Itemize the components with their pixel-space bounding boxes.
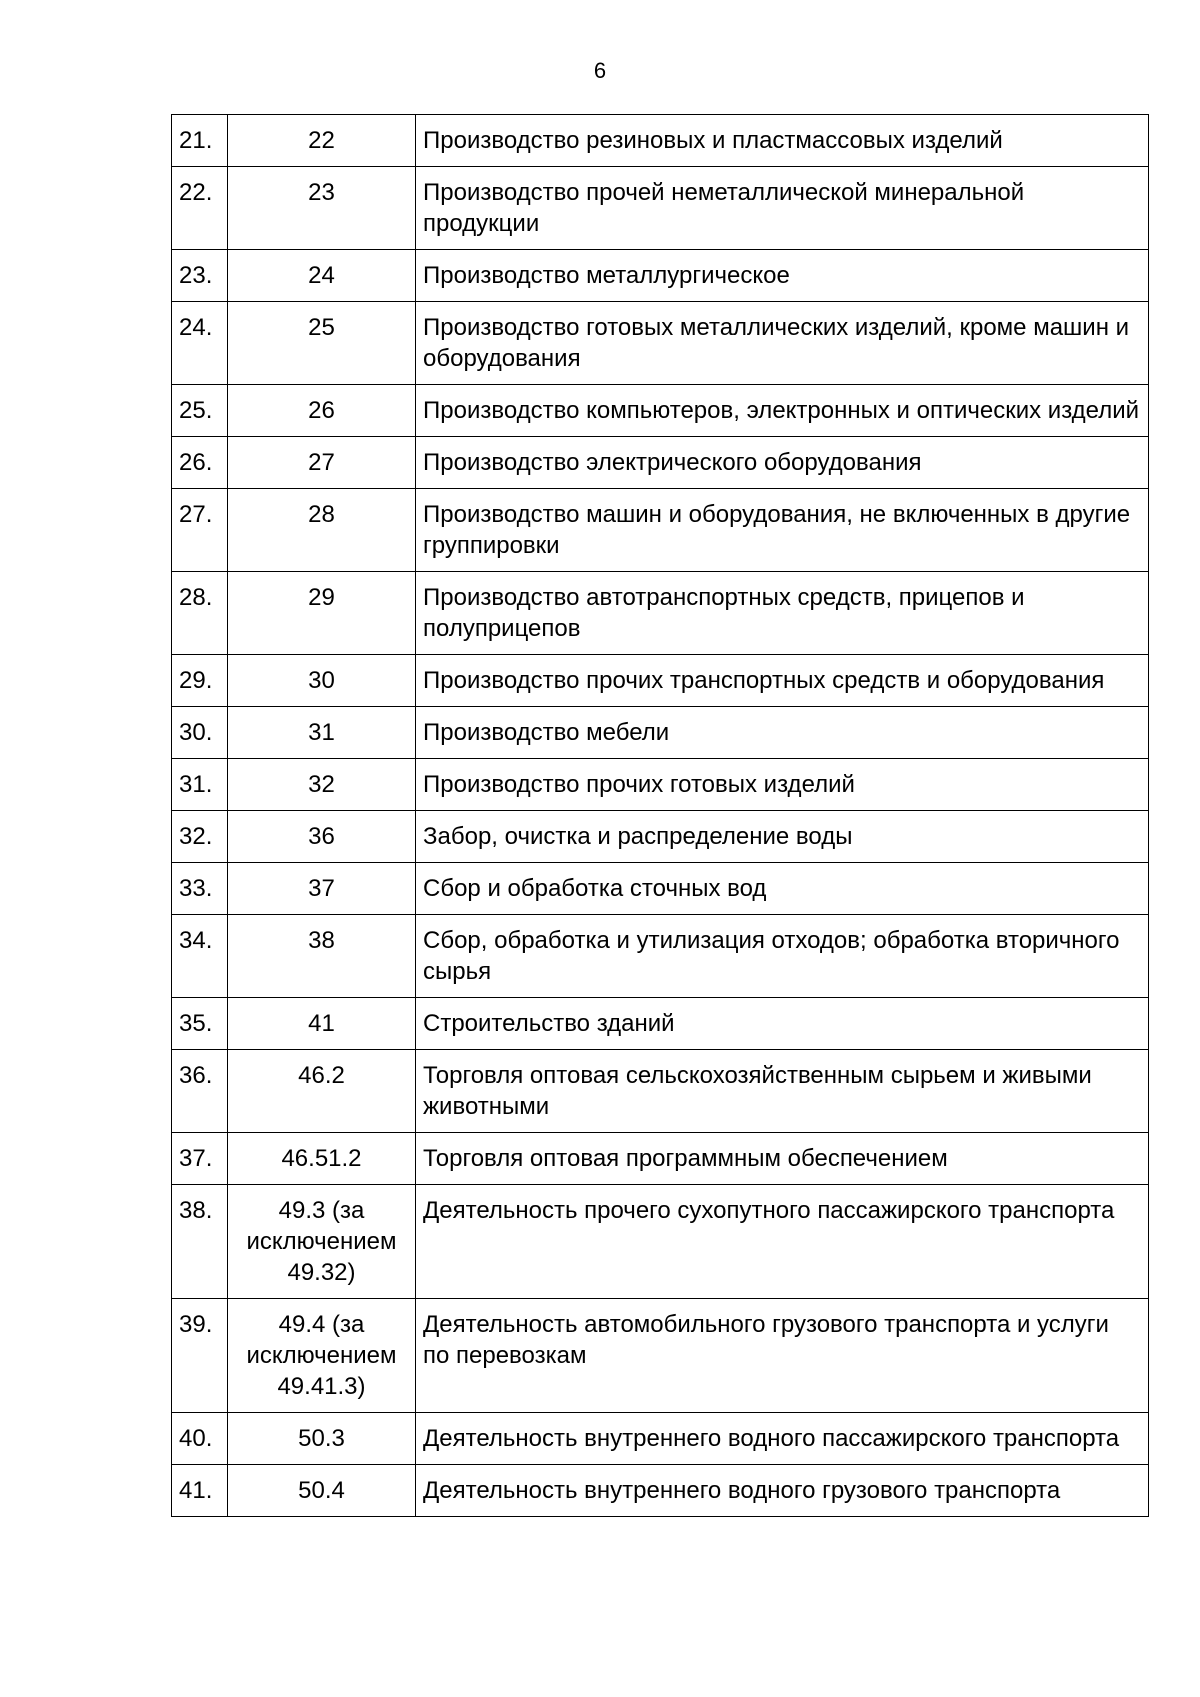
activity-code-cell: 22	[228, 115, 416, 167]
row-number-cell: 22.	[172, 167, 228, 250]
activity-code-cell: 46.2	[228, 1050, 416, 1133]
row-number-cell: 36.	[172, 1050, 228, 1133]
row-number-cell: 30.	[172, 707, 228, 759]
activity-code-cell: 37	[228, 863, 416, 915]
row-number-cell: 37.	[172, 1133, 228, 1185]
table-row	[172, 998, 1149, 1050]
activity-code-cell: 50.4	[228, 1465, 416, 1517]
page-number: 6	[593, 58, 607, 83]
activity-code-cell: 26	[228, 385, 416, 437]
activity-name-cell: Деятельность внутреннего водного пассажирского транспорта	[416, 1413, 1149, 1465]
table-row	[172, 437, 1149, 489]
activity-name-cell: Торговля оптовая программным обеспечением	[416, 1133, 1149, 1185]
row-number-cell: 29.	[172, 655, 228, 707]
row-number-cell: 34.	[172, 915, 228, 998]
table-row	[172, 489, 1149, 572]
activity-codes-table	[171, 114, 1149, 1517]
table-row	[172, 1299, 1149, 1413]
table-row	[172, 302, 1149, 385]
activity-name-cell: Производство автотранспортных средств, прицепов и полуприцепов	[416, 572, 1149, 655]
table-row	[172, 655, 1149, 707]
activity-code-cell: 28	[228, 489, 416, 572]
table-row	[172, 1185, 1149, 1299]
table-row	[172, 915, 1149, 998]
row-number-cell: 28.	[172, 572, 228, 655]
activity-code-cell: 27	[228, 437, 416, 489]
activity-name-cell: Деятельность прочего сухопутного пассажирского транспорта	[416, 1185, 1149, 1299]
activity-code-cell: 24	[228, 250, 416, 302]
activity-code-cell: 23	[228, 167, 416, 250]
table-row	[172, 759, 1149, 811]
activity-name-cell: Производство прочей неметаллической минеральной продукции	[416, 167, 1149, 250]
row-number-cell: 35.	[172, 998, 228, 1050]
table-row	[172, 572, 1149, 655]
row-number-cell: 24.	[172, 302, 228, 385]
activity-code-cell: 46.51.2	[228, 1133, 416, 1185]
activity-name-cell: Производство машин и оборудования, не включенных в другие группировки	[416, 489, 1149, 572]
row-number-cell: 23.	[172, 250, 228, 302]
row-number-cell: 25.	[172, 385, 228, 437]
activity-code-cell: 50.3	[228, 1413, 416, 1465]
table-row	[172, 1465, 1149, 1517]
activity-code-cell: 25	[228, 302, 416, 385]
activity-name-cell: Деятельность автомобильного грузового транспорта и услуги по перевозкам	[416, 1299, 1149, 1413]
activity-name-cell: Производство резиновых и пластмассовых изделий	[416, 115, 1149, 167]
row-number-cell: 27.	[172, 489, 228, 572]
activity-code-cell: 32	[228, 759, 416, 811]
activity-name-cell: Сбор и обработка сточных вод	[416, 863, 1149, 915]
row-number-cell: 41.	[172, 1465, 228, 1517]
activity-code-cell: 38	[228, 915, 416, 998]
table-body	[172, 115, 1149, 1517]
activity-name-cell: Сбор, обработка и утилизация отходов; обработка вторичного сырья	[416, 915, 1149, 998]
row-number-cell: 38.	[172, 1185, 228, 1299]
activity-code-cell: 49.3 (за исключением 49.32)	[228, 1185, 416, 1299]
table-row	[172, 167, 1149, 250]
table-row	[172, 863, 1149, 915]
activity-name-cell: Производство прочих транспортных средств и оборудования	[416, 655, 1149, 707]
table-row	[172, 1413, 1149, 1465]
activity-name-cell: Производство электрического оборудования	[416, 437, 1149, 489]
table-row	[172, 385, 1149, 437]
activity-code-cell: 49.4 (за исключением 49.41.3)	[228, 1299, 416, 1413]
activity-code-cell: 30	[228, 655, 416, 707]
activity-name-cell: Производство прочих готовых изделий	[416, 759, 1149, 811]
activity-code-cell: 31	[228, 707, 416, 759]
activity-name-cell: Производство металлургическое	[416, 250, 1149, 302]
table-row	[172, 707, 1149, 759]
activity-name-cell: Строительство зданий	[416, 998, 1149, 1050]
row-number-cell: 31.	[172, 759, 228, 811]
row-number-cell: 40.	[172, 1413, 228, 1465]
table-row	[172, 115, 1149, 167]
row-number-cell: 32.	[172, 811, 228, 863]
activity-name-cell: Производство мебели	[416, 707, 1149, 759]
row-number-cell: 33.	[172, 863, 228, 915]
table-row	[172, 250, 1149, 302]
activity-code-cell: 29	[228, 572, 416, 655]
activity-name-cell: Забор, очистка и распределение воды	[416, 811, 1149, 863]
table-row	[172, 1050, 1149, 1133]
activity-name-cell: Деятельность внутреннего водного грузового транспорта	[416, 1465, 1149, 1517]
row-number-cell: 26.	[172, 437, 228, 489]
activity-code-cell: 36	[228, 811, 416, 863]
activity-name-cell: Производство готовых металлических изделий, кроме машин и оборудования	[416, 302, 1149, 385]
activity-code-cell: 41	[228, 998, 416, 1050]
table-row	[172, 811, 1149, 863]
activity-name-cell: Производство компьютеров, электронных и оптических изделий	[416, 385, 1149, 437]
row-number-cell: 39.	[172, 1299, 228, 1413]
table-row	[172, 1133, 1149, 1185]
row-number-cell: 21.	[172, 115, 228, 167]
activity-name-cell: Торговля оптовая сельскохозяйственным сырьем и живыми животными	[416, 1050, 1149, 1133]
